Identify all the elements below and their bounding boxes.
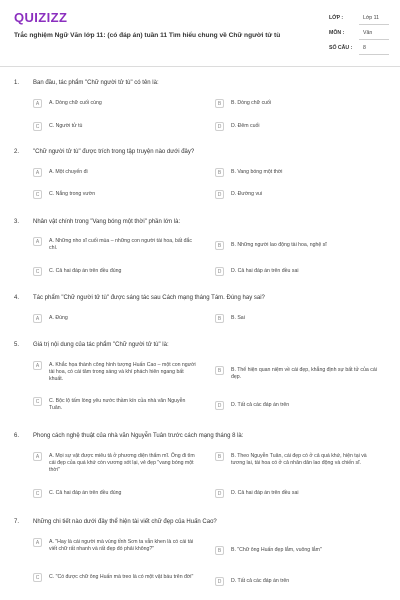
question-4: [0, 292, 400, 322]
brand-logo: QUIZIZZ: [14, 10, 68, 25]
option-badge: D: [215, 122, 224, 131]
option-text: C. Bộc lộ tấm lòng yêu nước thầm kín của nhà văn Nguyễn Tuân.: [49, 397, 186, 411]
option-badge: D: [215, 401, 224, 410]
option-text: C. "Có được chữ ông Huấn mà treo là có một vật báu trên đời": [49, 573, 194, 580]
option-badge: C: [33, 489, 42, 498]
question-text: Giá trị nội dung của tác phẩm "Chữ người tử tù" là:: [33, 342, 169, 348]
question-header: [0, 292, 400, 304]
option-text: B. Những người lao động tài hoa, nghệ sĩ: [231, 241, 327, 248]
question-number: 6.: [14, 433, 20, 439]
option-text: A. Dòng chữ cuối cùng: [49, 99, 102, 106]
option-text: A. Một chuyến đi: [49, 168, 88, 175]
option-text: B. Sai: [231, 314, 245, 321]
option-text: B. "Chữ ông Huấn đẹp lắm, vuông lắm": [231, 546, 322, 553]
meta-value: 8: [363, 45, 366, 51]
meta-row-subject: [329, 27, 389, 42]
option-text: D. Đêm cuối: [231, 122, 260, 129]
option-badge: A: [33, 99, 42, 108]
option-text: A. "Hay là cái người mà vùng tỉnh Sơn ta vẫn khen là có cái tài viết chữ rất nhanh và rất đẹp đó phải không?": [49, 538, 194, 552]
question-number: 1.: [14, 80, 20, 86]
question-5: [0, 339, 400, 411]
option-badge: A: [33, 314, 42, 323]
option-text: C. Người tử tù: [49, 122, 83, 129]
option-text: A. Đúng: [49, 314, 68, 321]
option-badge: B: [215, 546, 224, 555]
question-header: [0, 146, 400, 158]
option-badge: C: [33, 122, 42, 131]
meta-panel: [329, 12, 389, 57]
meta-underline: [359, 54, 389, 55]
question-number: 7.: [14, 519, 20, 525]
question-header: [0, 77, 400, 89]
option-text: A. Mọi sự vật được miêu tả ở phương diện thẩm mĩ. Ông đi tìm cái đẹp của quá khứ còn vương sót lại, vẻ đẹp "vang bóng một thời": [49, 452, 195, 473]
worksheet-header: [0, 0, 400, 67]
page-title: Trắc nghiệm Ngữ Văn lớp 11: (có đáp án) tuần 11 Tìm hiểu chung về Chữ người tử tù: [14, 32, 281, 39]
meta-value: Văn: [363, 30, 373, 36]
option-badge: D: [215, 190, 224, 199]
option-badge: B: [215, 241, 224, 250]
question-text: Phong cách nghệ thuật của nhà văn Nguyễn Tuân trước cách mạng tháng 8 là:: [33, 433, 244, 439]
option-text: A. Những nho sĩ cuối mùa – những con người tài hoa, bất đắc chí.: [49, 237, 193, 251]
question-header: [0, 216, 400, 228]
question-number: 5.: [14, 342, 20, 348]
option-text: C. Cả hai đáp án trên đều đúng: [49, 489, 122, 496]
option-badge: B: [215, 99, 224, 108]
question-7: [0, 516, 400, 585]
question-number: 3.: [14, 219, 20, 225]
option-badge: B: [215, 314, 224, 323]
meta-key: MÔN :: [329, 30, 345, 36]
option-badge: C: [33, 573, 42, 582]
option-badge: C: [33, 267, 42, 276]
question-text: Ban đầu, tác phẩm "Chữ người tử tù" có tên là:: [33, 80, 159, 86]
option-badge: B: [215, 168, 224, 177]
option-badge: D: [215, 577, 224, 586]
option-badge: C: [33, 397, 42, 406]
option-badge: D: [215, 267, 224, 276]
option-badge: C: [33, 190, 42, 199]
meta-key: SỐ CÂU :: [329, 45, 353, 51]
meta-row-count: [329, 42, 389, 57]
option-text: B. Vang bóng một thời: [231, 168, 283, 175]
option-badge: A: [33, 168, 42, 177]
option-text: C. Nắng trong vườn: [49, 190, 96, 197]
option-text: D. Tất cả các đáp án trên: [231, 401, 290, 408]
question-number: 2.: [14, 149, 20, 155]
option-badge: A: [33, 538, 42, 547]
option-text: C. Cả hai đáp án trên đều đúng: [49, 267, 122, 274]
option-badge: A: [33, 237, 42, 246]
meta-row-class: [329, 12, 389, 27]
option-text: D. Cả hai đáp án trên đều sai: [231, 489, 299, 496]
option-text: B. Theo Nguyễn Tuân, cái đẹp có ở cả quá khứ, hiện tại và tương lai, tài hoa có ở cả nhân dân lao động và chiến sĩ.: [231, 452, 367, 466]
option-badge: A: [33, 361, 42, 370]
option-badge: A: [33, 452, 42, 461]
question-3: [0, 216, 400, 275]
question-number: 4.: [14, 295, 20, 301]
option-text: D. Tất cả các đáp án trên: [231, 577, 290, 584]
question-text: Những chi tiết nào dưới đây thể hiện tài viết chữ đẹp của Huấn Cao?: [33, 519, 217, 525]
question-1: [0, 77, 400, 130]
option-text: D. Cả hai đáp án trên đều sai: [231, 267, 299, 274]
question-header: [0, 339, 400, 351]
meta-key: LỚP :: [329, 15, 344, 21]
meta-value: Lớp 11: [363, 15, 379, 21]
question-text: Tác phẩm "Chữ người tử tù" được sáng tác sau Cách mạng tháng Tám. Đúng hay sai?: [33, 295, 265, 301]
meta-underline: [359, 24, 389, 25]
option-badge: B: [215, 452, 224, 461]
question-text: "Chữ người tử tù" được trích trong tập truyện nào dưới đây?: [33, 149, 195, 155]
question-6: [0, 430, 400, 497]
question-text: Nhân vật chính trong "Vang bóng một thời" phần lớn là:: [33, 219, 181, 225]
option-badge: B: [215, 366, 224, 375]
question-2: [0, 146, 400, 198]
option-text: D. Đường vui: [231, 190, 263, 197]
question-header: [0, 516, 400, 528]
option-text: B. Dòng chữ cuối: [231, 99, 272, 106]
option-badge: D: [215, 489, 224, 498]
option-text: A. Khắc họa thành công hình tượng Huấn Cao – một con người tài hoa, có cái tâm trong sáng và khí phách hiên ngang bất khuất.: [49, 361, 196, 382]
question-header: [0, 430, 400, 442]
meta-underline: [359, 39, 389, 40]
option-text: B. Thể hiện quan niệm về cái đẹp, khẳng định sự bất tử của cái đẹp.: [231, 366, 377, 380]
